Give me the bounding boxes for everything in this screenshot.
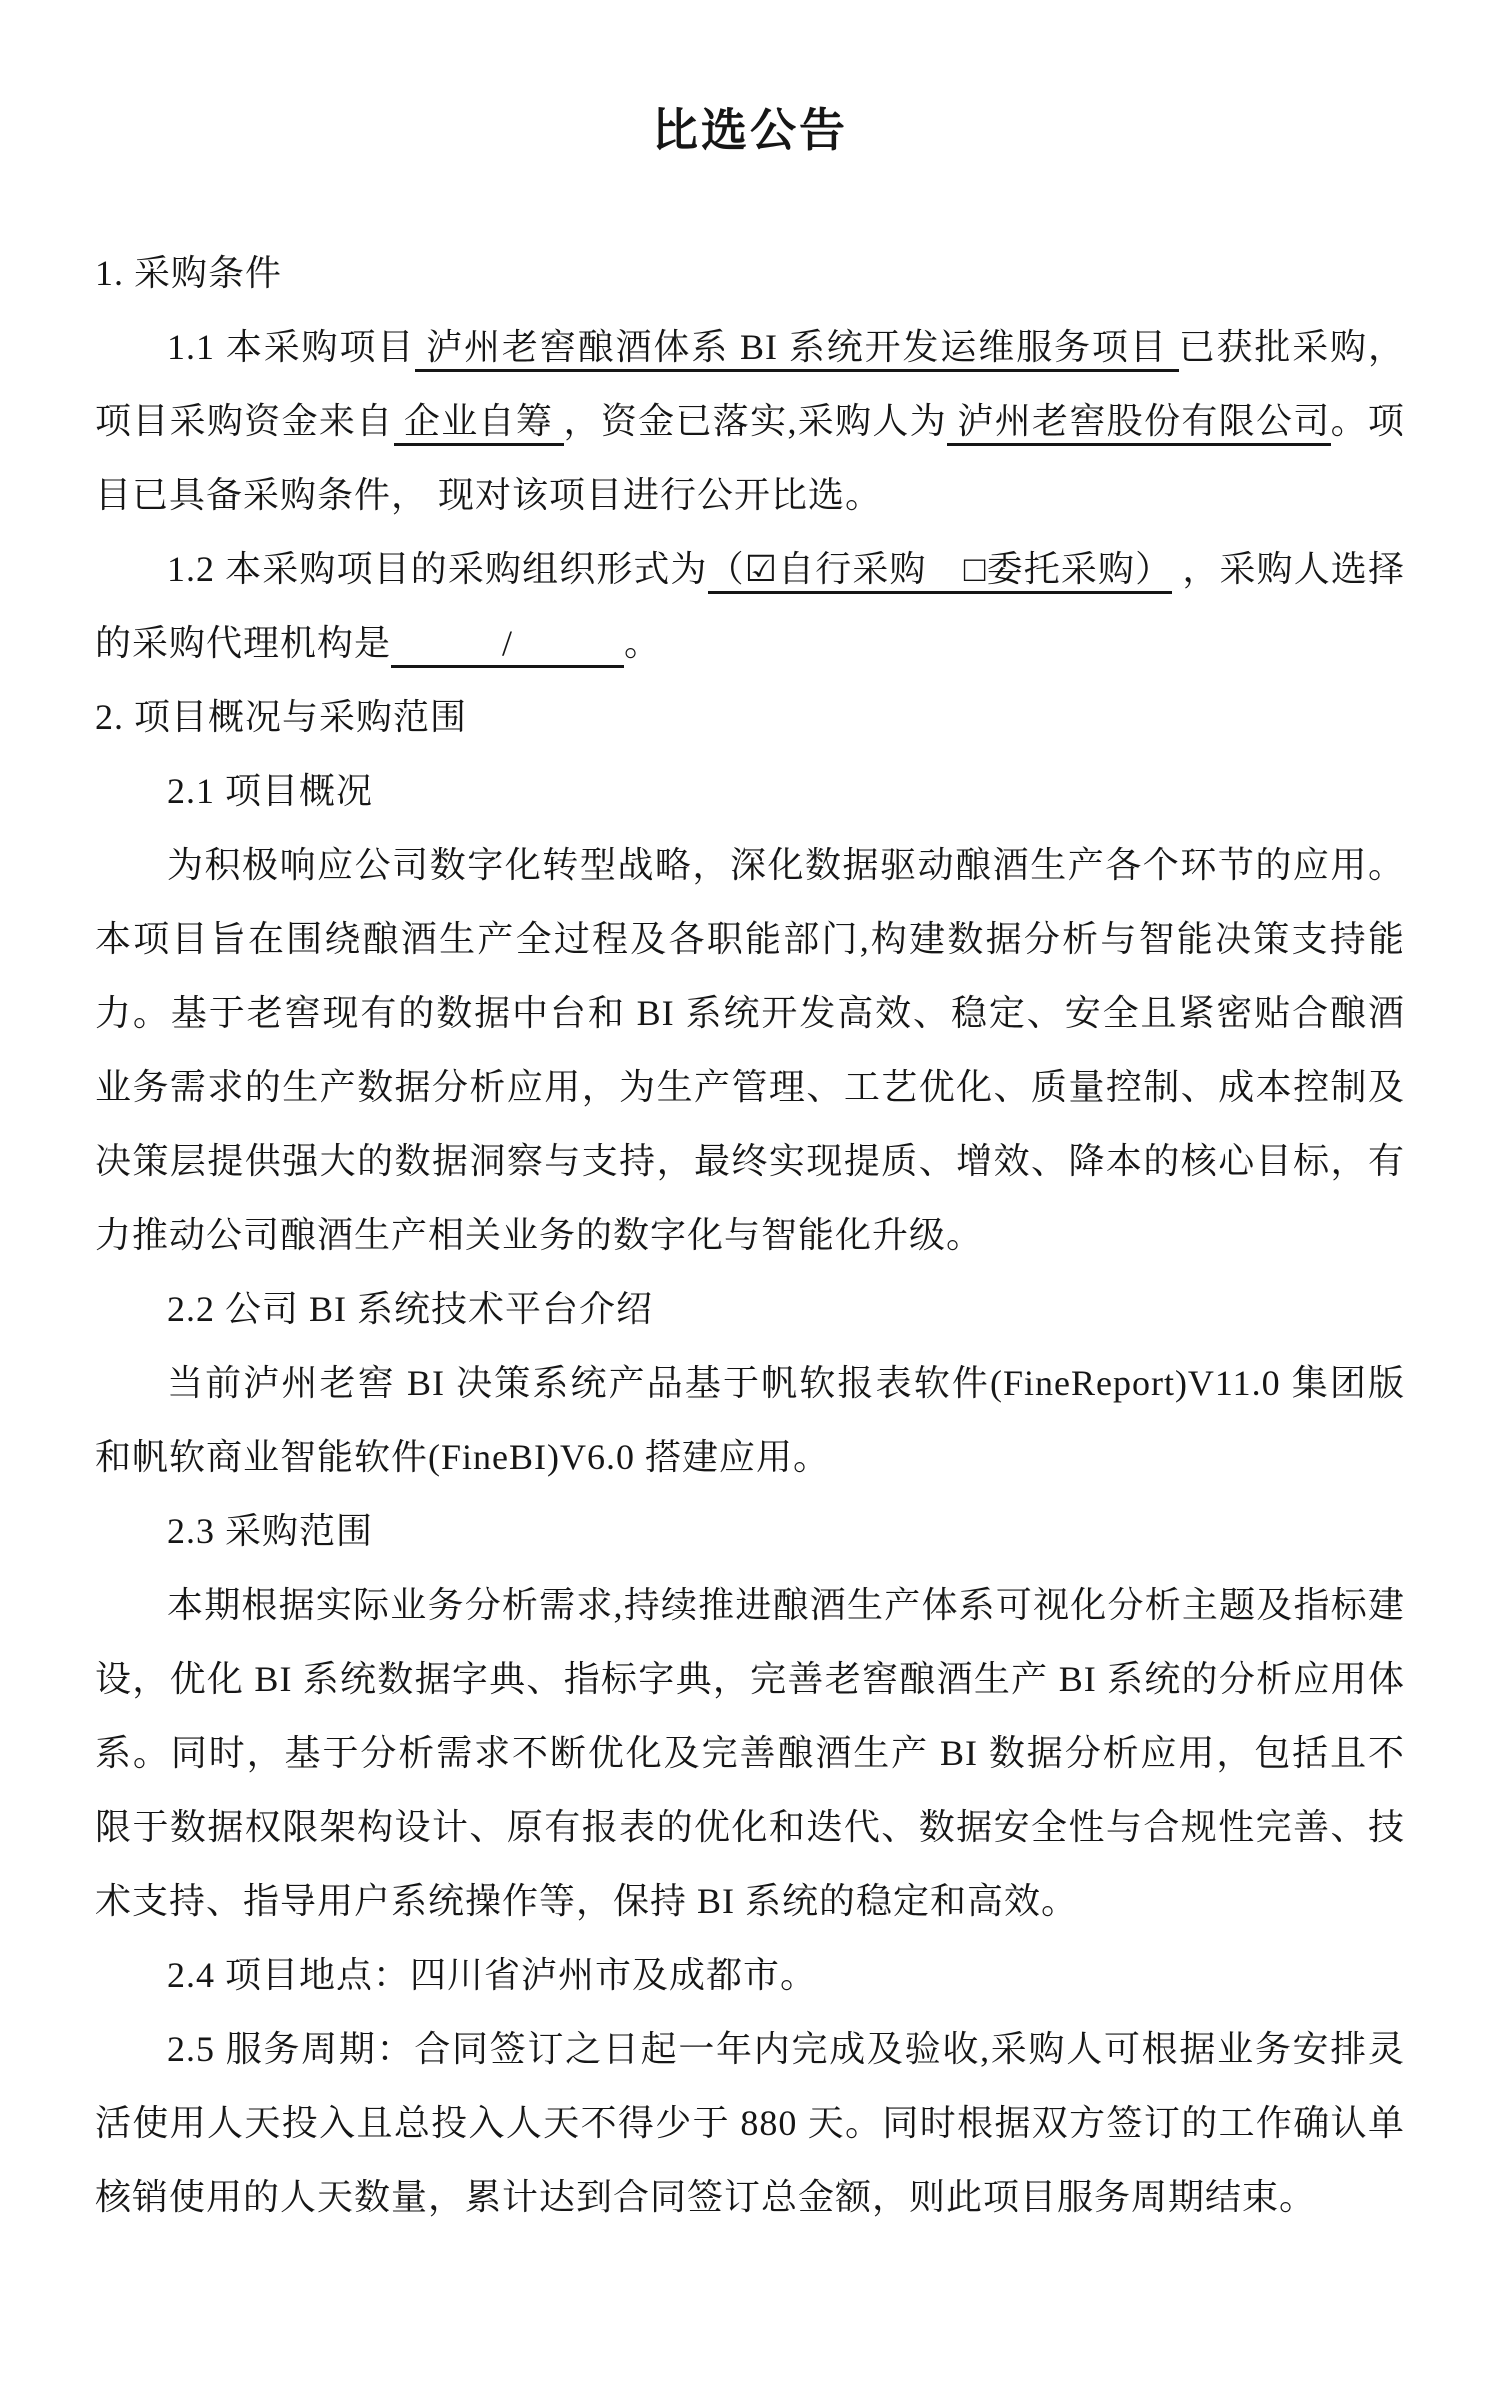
text-run: 1. 采购条件 xyxy=(95,253,283,293)
text-run: 1.2 本采购项目的采购组织形式为 xyxy=(167,549,708,589)
paragraph xyxy=(95,310,1405,532)
section-heading xyxy=(95,1272,1405,1346)
section-heading xyxy=(95,754,1405,828)
agency-blank-field: / xyxy=(391,623,624,668)
paragraph xyxy=(95,2012,1405,2234)
section-heading xyxy=(95,680,1405,754)
text-run: 2.4 项目地点：四川省泸州市及成都市。 xyxy=(167,1955,818,1995)
text-run: 当前泸州老窖 BI 决策系统产品基于帆软报表软件(FineReport)V11.0 集团版和帆软商业智能软件(FineBI)V6.0 搭建应用。 xyxy=(95,1363,1405,1477)
section-heading xyxy=(95,1494,1405,1568)
text-run: 1.1 本采购项目 xyxy=(167,327,416,367)
document-title: 比选公告 xyxy=(652,105,848,156)
underlined-text-run: 企业自筹 xyxy=(394,401,564,446)
text-run: 2.1 项目概况 xyxy=(167,771,374,811)
text-run: ，资金已落实,采购人为 xyxy=(563,401,948,441)
paragraph xyxy=(95,1568,1405,1938)
text-run: 。项目已具备采购条件， 现对该项目进行公开比选。 xyxy=(95,401,1405,515)
underlined-text-run: 泸州老窖股份有限公司 xyxy=(947,401,1331,446)
text-run: 已获批采购，项目采购资金来自 xyxy=(95,327,1405,441)
paragraph xyxy=(95,828,1405,1272)
underlined-text-run: 泸州老窖酿酒体系 BI 系统开发运维服务项目 xyxy=(415,327,1178,372)
document-body xyxy=(95,236,1405,2234)
text-run: 。 xyxy=(624,623,662,663)
text-run: 2. 项目概况与采购范围 xyxy=(95,697,468,737)
text-run: 2.2 公司 BI 系统技术平台介绍 xyxy=(167,1289,654,1329)
text-run: 本期根据实际业务分析需求,持续推进酿酒生产体系可视化分析主题及指标建设，优化 BI 系统数据字典、指标字典，完善老窖酿酒生产 BI 系统的分析应用体系。同时，基于分析需求不断优化及完善酿酒生产 BI 数据分析应用，包括且不限于数据权限架构设计、原有报表的优化和迭代、数据安全性与合规性完善、技术支持、指导用户系统操作等，保持 BI 系统的稳定和高效。 xyxy=(95,1585,1405,1921)
paragraph xyxy=(95,532,1405,680)
text-run: 2.5 服务周期：合同签订之日起一年内完成及验收,采购人可根据业务安排灵活使用人天投入且总投入人天不得少于 880 天。同时根据双方签订的工作确认单核销使用的人天数量，累计达到合同签订总金额，则此项目服务周期结束。 xyxy=(95,2029,1405,2217)
text-run: 为积极响应公司数字化转型战略，深化数据驱动酿酒生产各个环节的应用。本项目旨在围绕酿酒生产全过程及各职能部门,构建数据分析与智能决策支持能力。基于老窖现有的数据中台和 BI 系统开发高效、稳定、安全且紧密贴合酿酒业务需求的生产数据分析应用，为生产管理、工艺优化、质量控制、成本控制及决策层提供强大的数据洞察与支持，最终实现提质、增效、降本的核心目标，有力推动公司酿酒生产相关业务的数字化与智能化升级。 xyxy=(95,845,1405,1255)
section-heading xyxy=(95,236,1405,310)
paragraph xyxy=(95,1938,1405,2012)
text-run: 2.3 采购范围 xyxy=(167,1511,374,1551)
procurement-form-checkbox-options: （☑自行采购 □委托采购） xyxy=(708,549,1173,594)
text-run: ，采购人选择的采购代理机构是 xyxy=(95,549,1405,663)
paragraph xyxy=(95,1346,1405,1494)
